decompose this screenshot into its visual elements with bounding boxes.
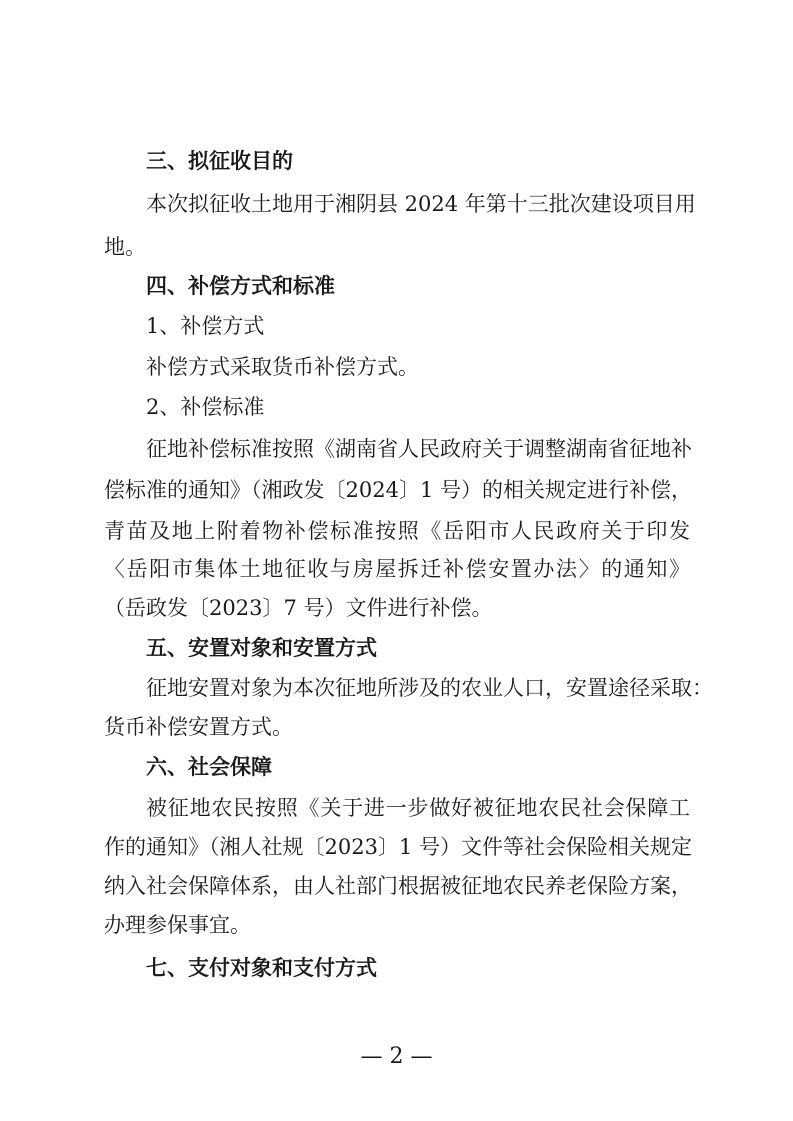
section-heading-4: 四、补偿方式和标准 [146,274,335,298]
paragraph-line: 作的通知》（湘人社规〔2023〕1 号）文件等社会保险相关规定 [104,835,692,859]
paragraph-line: 被征地农民按照《关于进一步做好被征地农民社会保障工 [146,796,690,820]
paragraph-line: 办理参保事宜。 [104,913,251,937]
paragraph-line: 补偿方式采取货币补偿方式。 [146,355,419,379]
paragraph-line: 本次拟征收土地用于湘阴县 2024 年第十三批次建设项目用 [146,192,696,216]
paragraph-line: 〈岳阳市集体土地征收与房屋拆迁补偿安置办法〉的通知》 [104,557,690,581]
paragraph-line: 征地安置对象为本次征地所涉及的农业人口，安置途径采取： [146,676,713,700]
paragraph-line: 青苗及地上附着物补偿标准按照《岳阳市人民政府关于印发 [104,519,690,543]
paragraph-line: 纳入社会保障体系，由人社部门根据被征地农民养老保险方案， [104,874,692,898]
subheading-compensation-method: 1、补偿方式 [146,314,265,338]
page-number: — 2 — [360,1044,433,1069]
paragraph-line: 征地补偿标准按照《湖南省人民政府关于调整湖南省征地补 [146,437,692,461]
paragraph-line: 偿标准的通知》（湘政发〔2024〕1 号）的相关规定进行补偿， [104,478,692,502]
section-heading-7: 七、支付对象和支付方式 [146,956,377,980]
subheading-compensation-standard: 2、补偿标准 [146,395,265,419]
paragraph-line: 货币补偿安置方式。 [104,715,293,739]
section-heading-3: 三、拟征收目的 [146,149,293,173]
paragraph-line: 地。 [104,235,146,259]
paragraph-line: （岳政发〔2023〕7 号）文件进行补偿。 [104,596,493,620]
section-heading-5: 五、安置对象和安置方式 [146,636,377,660]
section-heading-6: 六、社会保障 [146,755,272,779]
